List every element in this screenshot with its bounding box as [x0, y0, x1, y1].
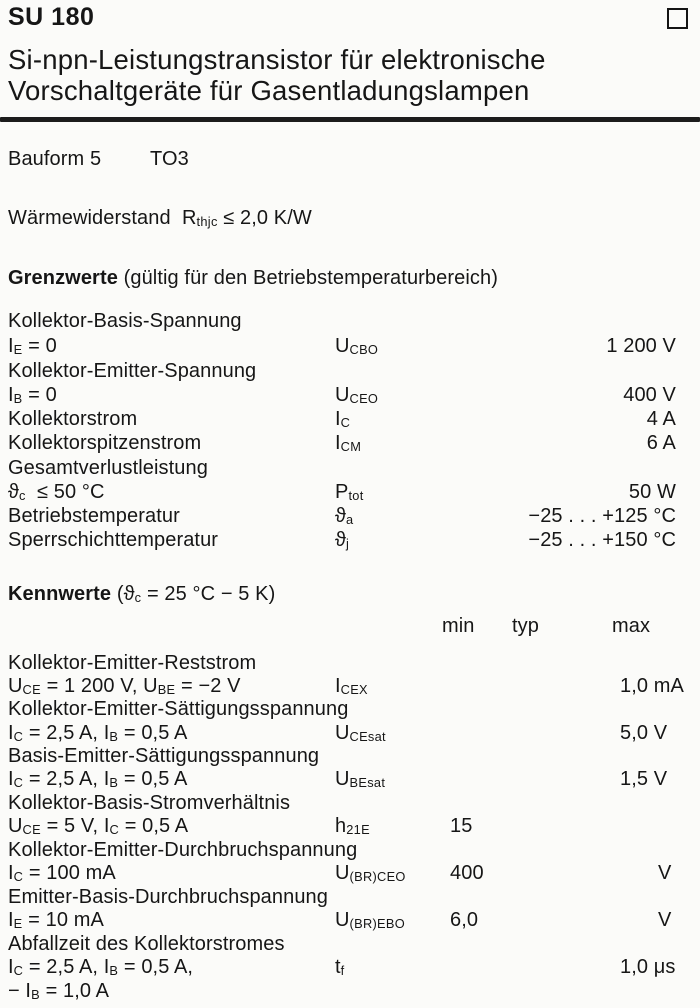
column-header-min: min: [442, 615, 475, 637]
parameter-label: Kollektorstrom: [8, 408, 138, 430]
description-line-1: Si-npn-Leistungstransistor für elektronische: [8, 44, 546, 75]
max-value: 1,0 μs: [620, 956, 676, 978]
parameter-label: Sperrschichttemperatur: [8, 529, 219, 551]
symbol-text: $ϑ_a$: [335, 505, 354, 527]
unit-text: V: [658, 909, 672, 931]
condition-text: $I_B = 0$: [8, 384, 57, 406]
min-value: 6,0: [450, 909, 479, 931]
min-value: 15: [450, 815, 473, 837]
thermal-resistance: Wärmewiderstand $R_{thjc} \le 2,0$ K/W: [8, 207, 312, 229]
condition-text: $I_C = 2,5$ A, $I_B = 0,5$ A: [8, 722, 188, 744]
parameter-label: Basis-Emitter-Sättigungsspannung: [8, 745, 320, 767]
value-text: −25 . . . +150 °C: [528, 529, 676, 551]
condition-text: $I_E = 0$: [8, 335, 57, 357]
description-line-2: Vorschaltgeräte für Gasentladungslampen: [8, 75, 530, 106]
condition-text: $I_E = 10$ mA: [8, 909, 104, 931]
parameter-label: Kollektor-Emitter-Reststrom: [8, 652, 257, 674]
max-value: 1,0 mA: [620, 675, 684, 697]
symbol-text: $h_{21E}$: [335, 815, 370, 837]
parameter-label: Kollektorspitzenstrom: [8, 432, 202, 454]
bauform-label: Bauform 5: [8, 148, 102, 170]
condition-text: $I_C = 2,5$ A, $I_B = 0,5$ A,: [8, 956, 194, 978]
symbol-text: $I_{CEX}$: [335, 675, 368, 697]
parameter-label: Gesamtverlustleistung: [8, 457, 208, 479]
divider-rule: [0, 117, 700, 122]
parameter-label: Betriebstemperatur: [8, 505, 180, 527]
condition-text: $ϑ_c \le 50$ °C: [8, 481, 105, 503]
product-code: SU 180: [8, 3, 95, 31]
symbol-text: $U_{(BR)EBO}$: [335, 909, 405, 931]
value-text: 1 200 V: [606, 335, 676, 357]
condition-text: $U_{CE} = 5$ V, $I_C = 0,5$ A: [8, 815, 189, 837]
max-value: 1,5 V: [620, 768, 668, 790]
parameter-label: Kollektor-Basis-Stromverhältnis: [8, 792, 291, 814]
symbol-text: $ϑ_j$: [335, 529, 350, 551]
column-header-typ: typ: [512, 615, 539, 637]
value-text: 50 W: [628, 481, 676, 503]
symbol-text: $I_C$: [335, 408, 351, 430]
section-heading-grenzwerte: [8, 267, 498, 290]
parameter-label: Kollektor-Emitter-Spannung: [8, 360, 257, 382]
section-title: Kennwerte: [8, 583, 112, 605]
section-heading-kennwerte: [8, 583, 275, 606]
value-text: 6 A: [646, 432, 676, 454]
symbol-text: $U_{BEsat}$: [335, 768, 386, 790]
symbol-text: $U_{CBO}$: [335, 335, 379, 357]
symbol-text: $U_{(BR)CEO}$: [335, 862, 406, 884]
condition-text: $I_C = 2,5$ A, $I_B = 0,5$ A: [8, 768, 188, 790]
symbol-text: $I_{CM}$: [335, 432, 362, 454]
unit-text: V: [658, 862, 672, 884]
symbol-text: $t_f$: [335, 956, 345, 978]
symbol-text: $U_{CEsat}$: [335, 722, 386, 744]
parameter-label: Kollektor-Emitter-Durchbruchspannung: [8, 839, 358, 861]
condition-text: $I_C = 100$ mA: [8, 862, 116, 884]
value-text: 4 A: [646, 408, 676, 430]
condition-text: − $I_B = 1,0$ A: [8, 980, 110, 1002]
section-note: ($ϑ_c = 25$ °C − 5 K): [111, 583, 276, 605]
value-text: −25 . . . +125 °C: [528, 505, 676, 527]
value-text: 400 V: [623, 384, 676, 406]
min-value: 400: [450, 862, 484, 884]
symbol-text: $U_{CEO}$: [335, 384, 379, 406]
section-title: Grenzwerte: [8, 267, 118, 289]
corner-box-icon: [667, 8, 688, 29]
parameter-label: Kollektor-Emitter-Sättigungsspannung: [8, 698, 349, 720]
parameter-label: Emitter-Basis-Durchbruchspannung: [8, 886, 329, 908]
max-value: 5,0 V: [620, 722, 668, 744]
parameter-label: Abfallzeit des Kollektorstromes: [8, 933, 285, 955]
package-label: TO3: [150, 148, 189, 170]
condition-text: $U_{CE} = 1$ 200 V, $U_{BE} = -2$ V: [8, 675, 241, 697]
column-header-max: max: [612, 615, 651, 637]
parameter-label: Kollektor-Basis-Spannung: [8, 310, 242, 332]
symbol-text: $P_{tot}$: [335, 481, 364, 503]
section-note: (gültig für den Betriebstemperaturbereich): [117, 267, 498, 289]
